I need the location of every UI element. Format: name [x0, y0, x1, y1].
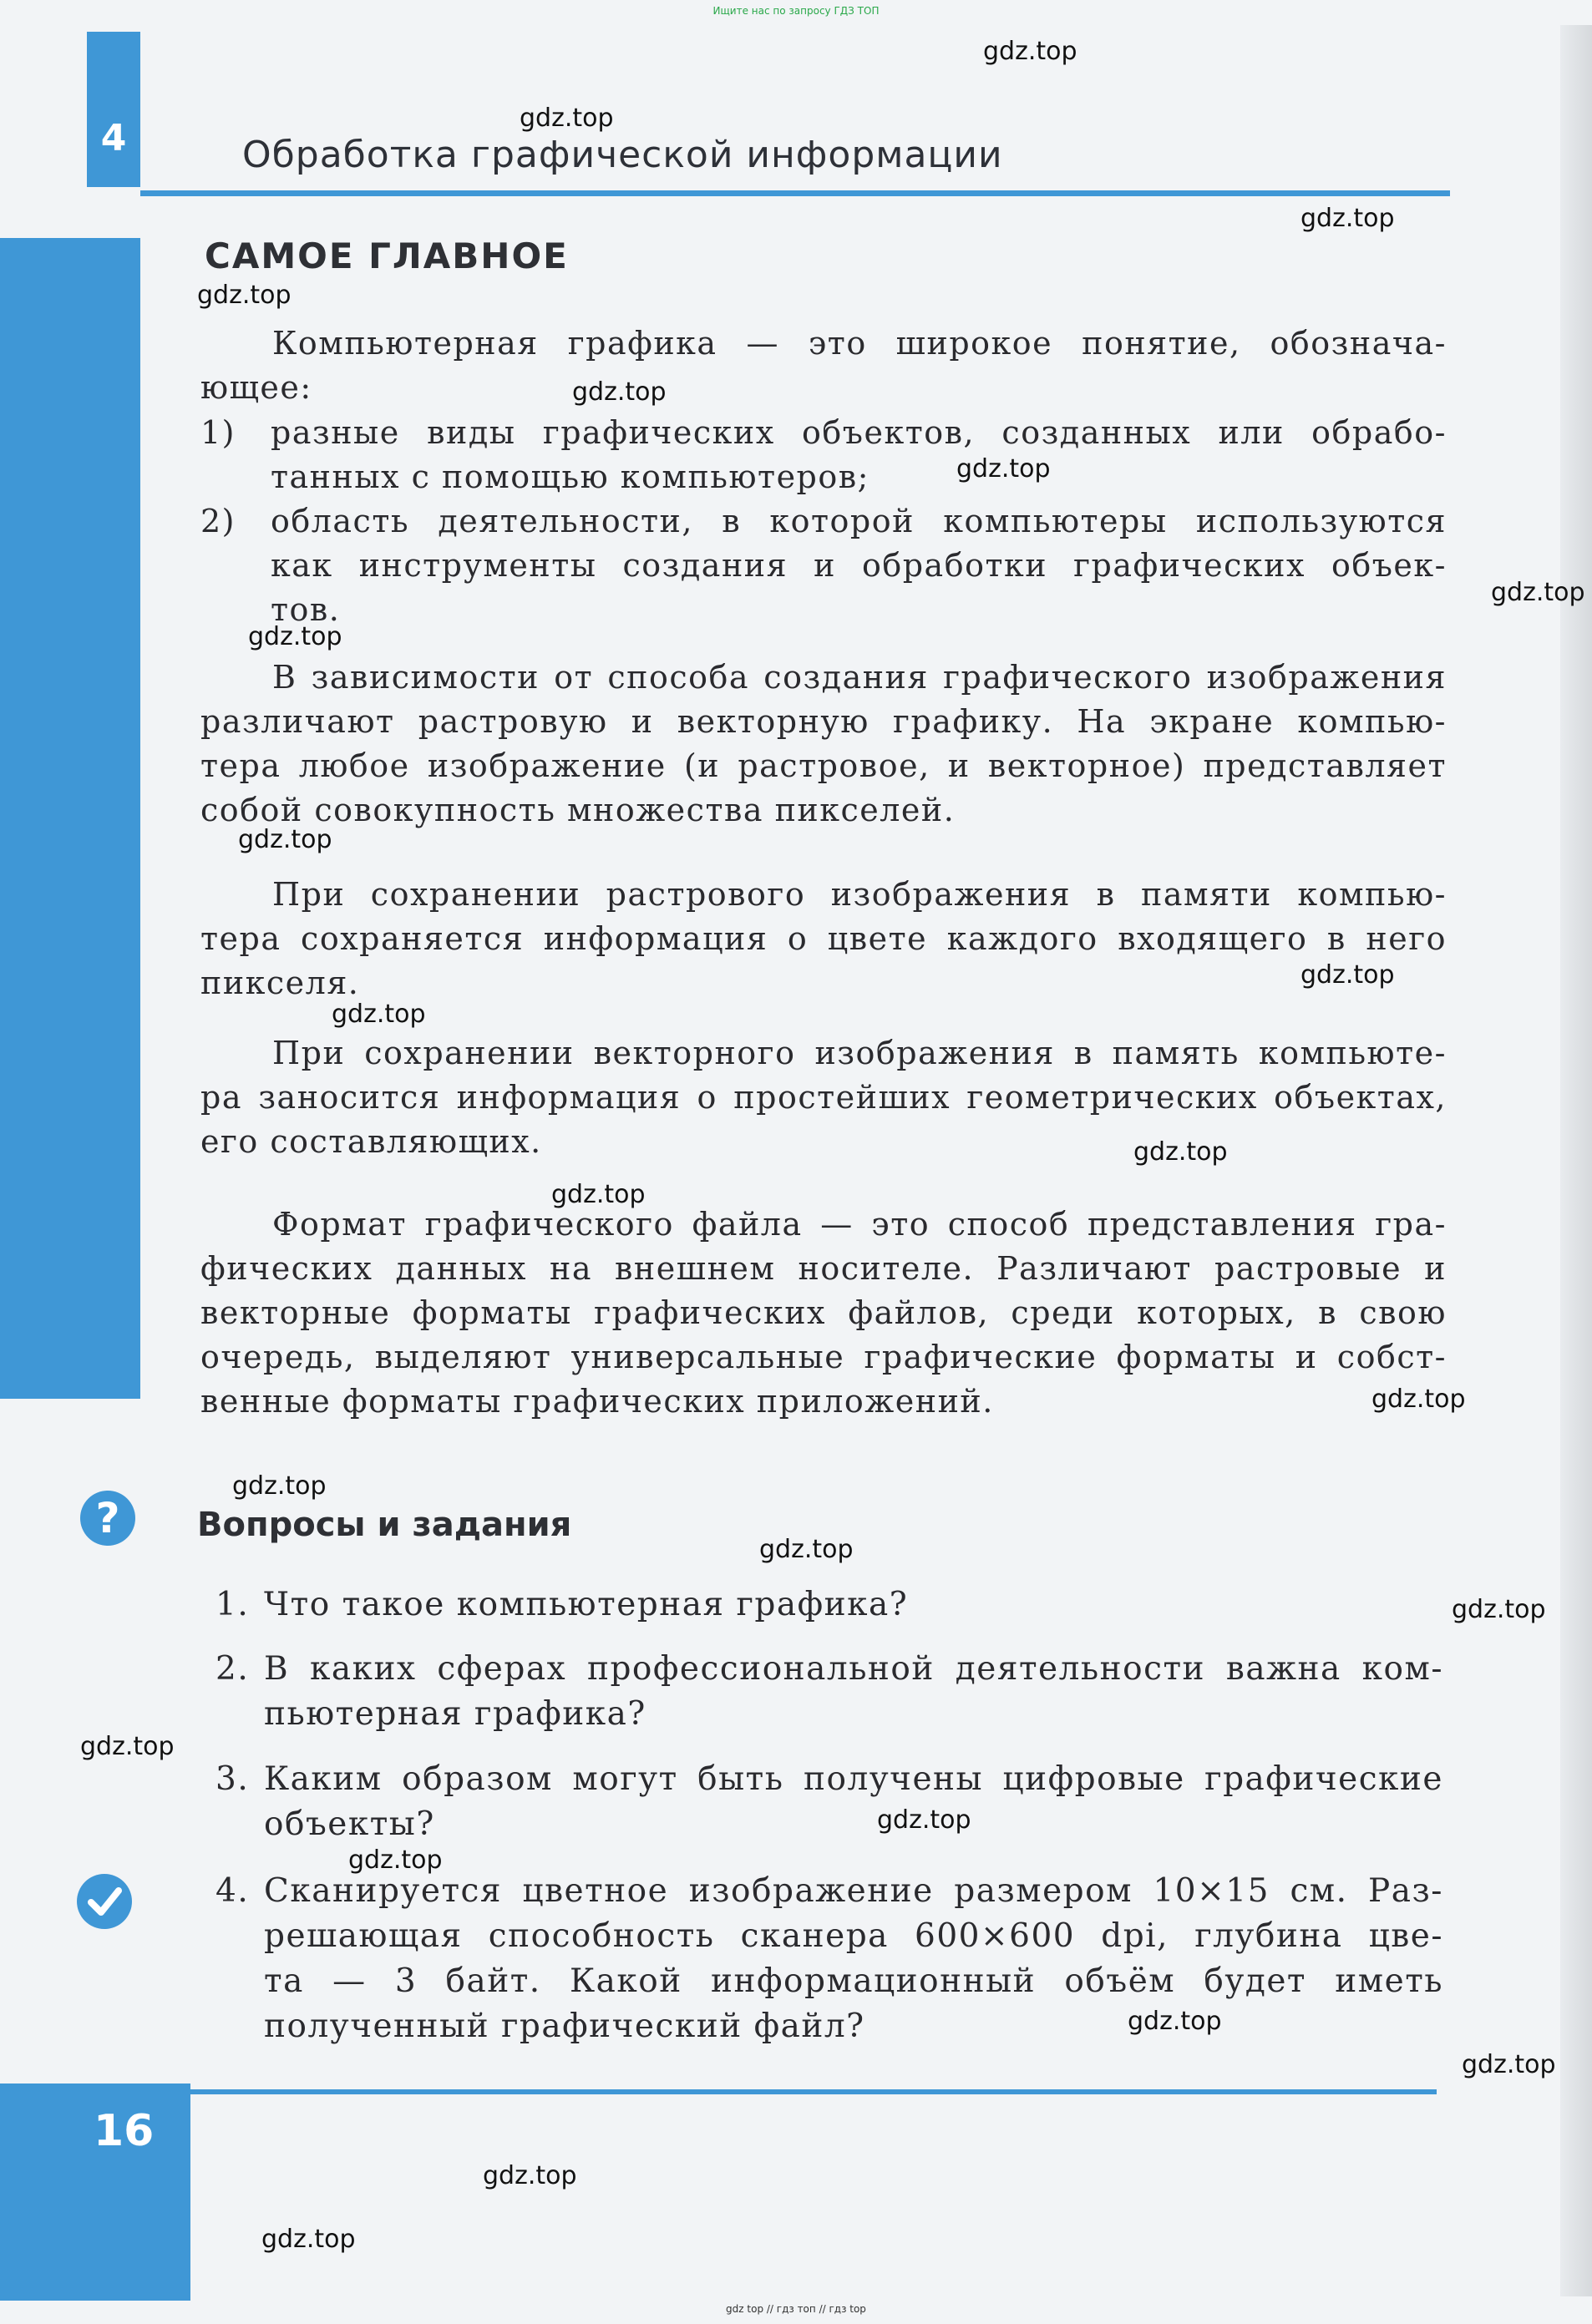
- question-number: 4.: [215, 1872, 250, 1910]
- text-line: та — 3 байт. Какой информационный объём будет иметь: [264, 1962, 1443, 2000]
- text-line: векторные форматы графических файлов, среди которых, в свою: [200, 1294, 1447, 1331]
- intro-paragraph: [200, 322, 1447, 410]
- text-line: разные виды графических объектов, созданных или обрабо-: [271, 414, 1447, 451]
- question-item: [215, 1647, 1443, 1737]
- question-number: 3.: [215, 1760, 250, 1798]
- watermark: gdz.top: [1462, 2050, 1556, 2079]
- question-item: [215, 1869, 1443, 2049]
- text-line: При сохранении векторного изображения в память компьюте-: [272, 1035, 1447, 1071]
- text-line: фических данных на внешнем носителе. Различают растровые и: [200, 1250, 1447, 1287]
- chapter-number: 4: [100, 117, 127, 159]
- watermark: gdz.top: [956, 454, 1051, 484]
- text-line: Сканируется цветное изображение размером 10×15 см. Раз-: [264, 1872, 1443, 1910]
- text-line: ра заносится информация о простейших геометрических объектах,: [200, 1079, 1447, 1116]
- text-line: различают растровую и векторную графику. На экране компью-: [200, 703, 1447, 740]
- watermark: gdz.top: [248, 622, 342, 651]
- question-circle-icon: ?: [80, 1491, 135, 1546]
- footer-rule: [190, 2089, 1437, 2094]
- watermark: gdz.top: [80, 1732, 175, 1761]
- sidebar-band: [0, 238, 140, 1399]
- text-line: При сохранении растрового изображения в памяти компью-: [272, 876, 1447, 913]
- text-line: область деятельности, в которой компьютеры используются: [271, 503, 1447, 539]
- watermark: gdz.top: [348, 1846, 443, 1875]
- text-line: решающая способность сканера 600×600 dpi, глубина цве-: [264, 1917, 1443, 1955]
- watermark: gdz.top: [572, 377, 667, 407]
- watermark: gdz.top: [1371, 1385, 1466, 1414]
- questions-heading: Вопросы и задания: [197, 1506, 572, 1544]
- text-line: В зависимости от способа создания графического изображения: [272, 659, 1447, 696]
- watermark: gdz.top: [332, 1000, 426, 1029]
- paragraph-raster-storage: [200, 873, 1447, 1005]
- checkmark-circle-icon: [77, 1874, 132, 1929]
- watermark: gdz.top: [238, 825, 332, 854]
- text-line: венные форматы графических приложений.: [200, 1383, 994, 1420]
- watermark: gdz.top: [1491, 578, 1585, 607]
- text-line: тера сохраняется информация о цвете каждого входящего в него: [200, 920, 1447, 957]
- watermark: gdz.top: [197, 281, 292, 310]
- paragraph-vector-storage: [200, 1031, 1447, 1164]
- top-banner: Ищите нас по запросу ГДЗ ТОП: [712, 5, 880, 17]
- watermark: gdz.top: [483, 2161, 577, 2190]
- watermark: gdz.top: [759, 1535, 854, 1564]
- question-number: 2.: [215, 1650, 250, 1688]
- text-line: пьютерная графика?: [264, 1695, 646, 1733]
- list-item: [200, 411, 1447, 499]
- definition-list: [200, 411, 1447, 632]
- chapter-tab: [87, 32, 140, 187]
- text-line: Компьютерная графика — это широкое понятие, обознача-: [272, 325, 1447, 362]
- watermark: gdz.top: [551, 1180, 646, 1209]
- watermark: gdz.top: [1300, 960, 1395, 990]
- watermark: gdz.top: [877, 1805, 971, 1835]
- list-item-number: 2): [200, 503, 236, 539]
- watermark: gdz.top: [261, 2225, 356, 2254]
- text-line: Каким образом могут быть получены цифровые графические: [264, 1760, 1443, 1798]
- text-line: тера любое изображение (и растровое, и векторное) представляет: [200, 747, 1447, 784]
- text-line: объекты?: [264, 1805, 435, 1843]
- bottom-banner: gdz top // гдз топ // гдз top: [726, 2303, 866, 2315]
- text-line: очередь, выделяют универсальные графические форматы и собст-: [200, 1339, 1447, 1375]
- page-number: 16: [94, 2106, 155, 2156]
- text-line: его составляющих.: [200, 1123, 542, 1160]
- paragraph-raster-vector: [200, 656, 1447, 833]
- text-line: собой совокупность множества пикселей.: [200, 792, 956, 828]
- watermark: gdz.top: [1128, 2007, 1222, 2036]
- watermark: gdz.top: [520, 104, 614, 133]
- watermark: gdz.top: [1133, 1137, 1228, 1167]
- watermark: gdz.top: [1452, 1595, 1546, 1624]
- text-line: ющее:: [200, 369, 312, 406]
- text-line: как инструменты создания и обработки графических объек-: [271, 547, 1447, 584]
- watermark: gdz.top: [232, 1471, 327, 1501]
- watermark: gdz.top: [1300, 204, 1395, 233]
- text-line: танных с помощью компьютеров;: [271, 458, 870, 495]
- page-edge-shadow: [1560, 25, 1592, 2296]
- text-line: Формат графического файла — это способ представления гра-: [272, 1206, 1447, 1243]
- watermark: gdz.top: [983, 37, 1077, 66]
- text-line: В каких сферах профессиональной деятельности важна ком-: [264, 1650, 1443, 1688]
- section-heading: САМОЕ ГЛАВНОЕ: [205, 235, 569, 276]
- paragraph-file-format: [200, 1203, 1447, 1424]
- question-item: [215, 1757, 1443, 1847]
- chapter-title: Обработка графической информации: [242, 134, 1003, 176]
- text-line: полученный графический файл?: [264, 2008, 865, 2045]
- list-item-number: 1): [200, 414, 236, 451]
- header-rule: [140, 190, 1450, 196]
- text-line: Что такое компьютерная графика?: [264, 1586, 909, 1623]
- question-number: 1.: [215, 1586, 250, 1623]
- list-item: [200, 499, 1447, 632]
- text-line: тов.: [271, 591, 341, 628]
- text-line: пикселя.: [200, 965, 360, 1001]
- question-item: [215, 1582, 1443, 1628]
